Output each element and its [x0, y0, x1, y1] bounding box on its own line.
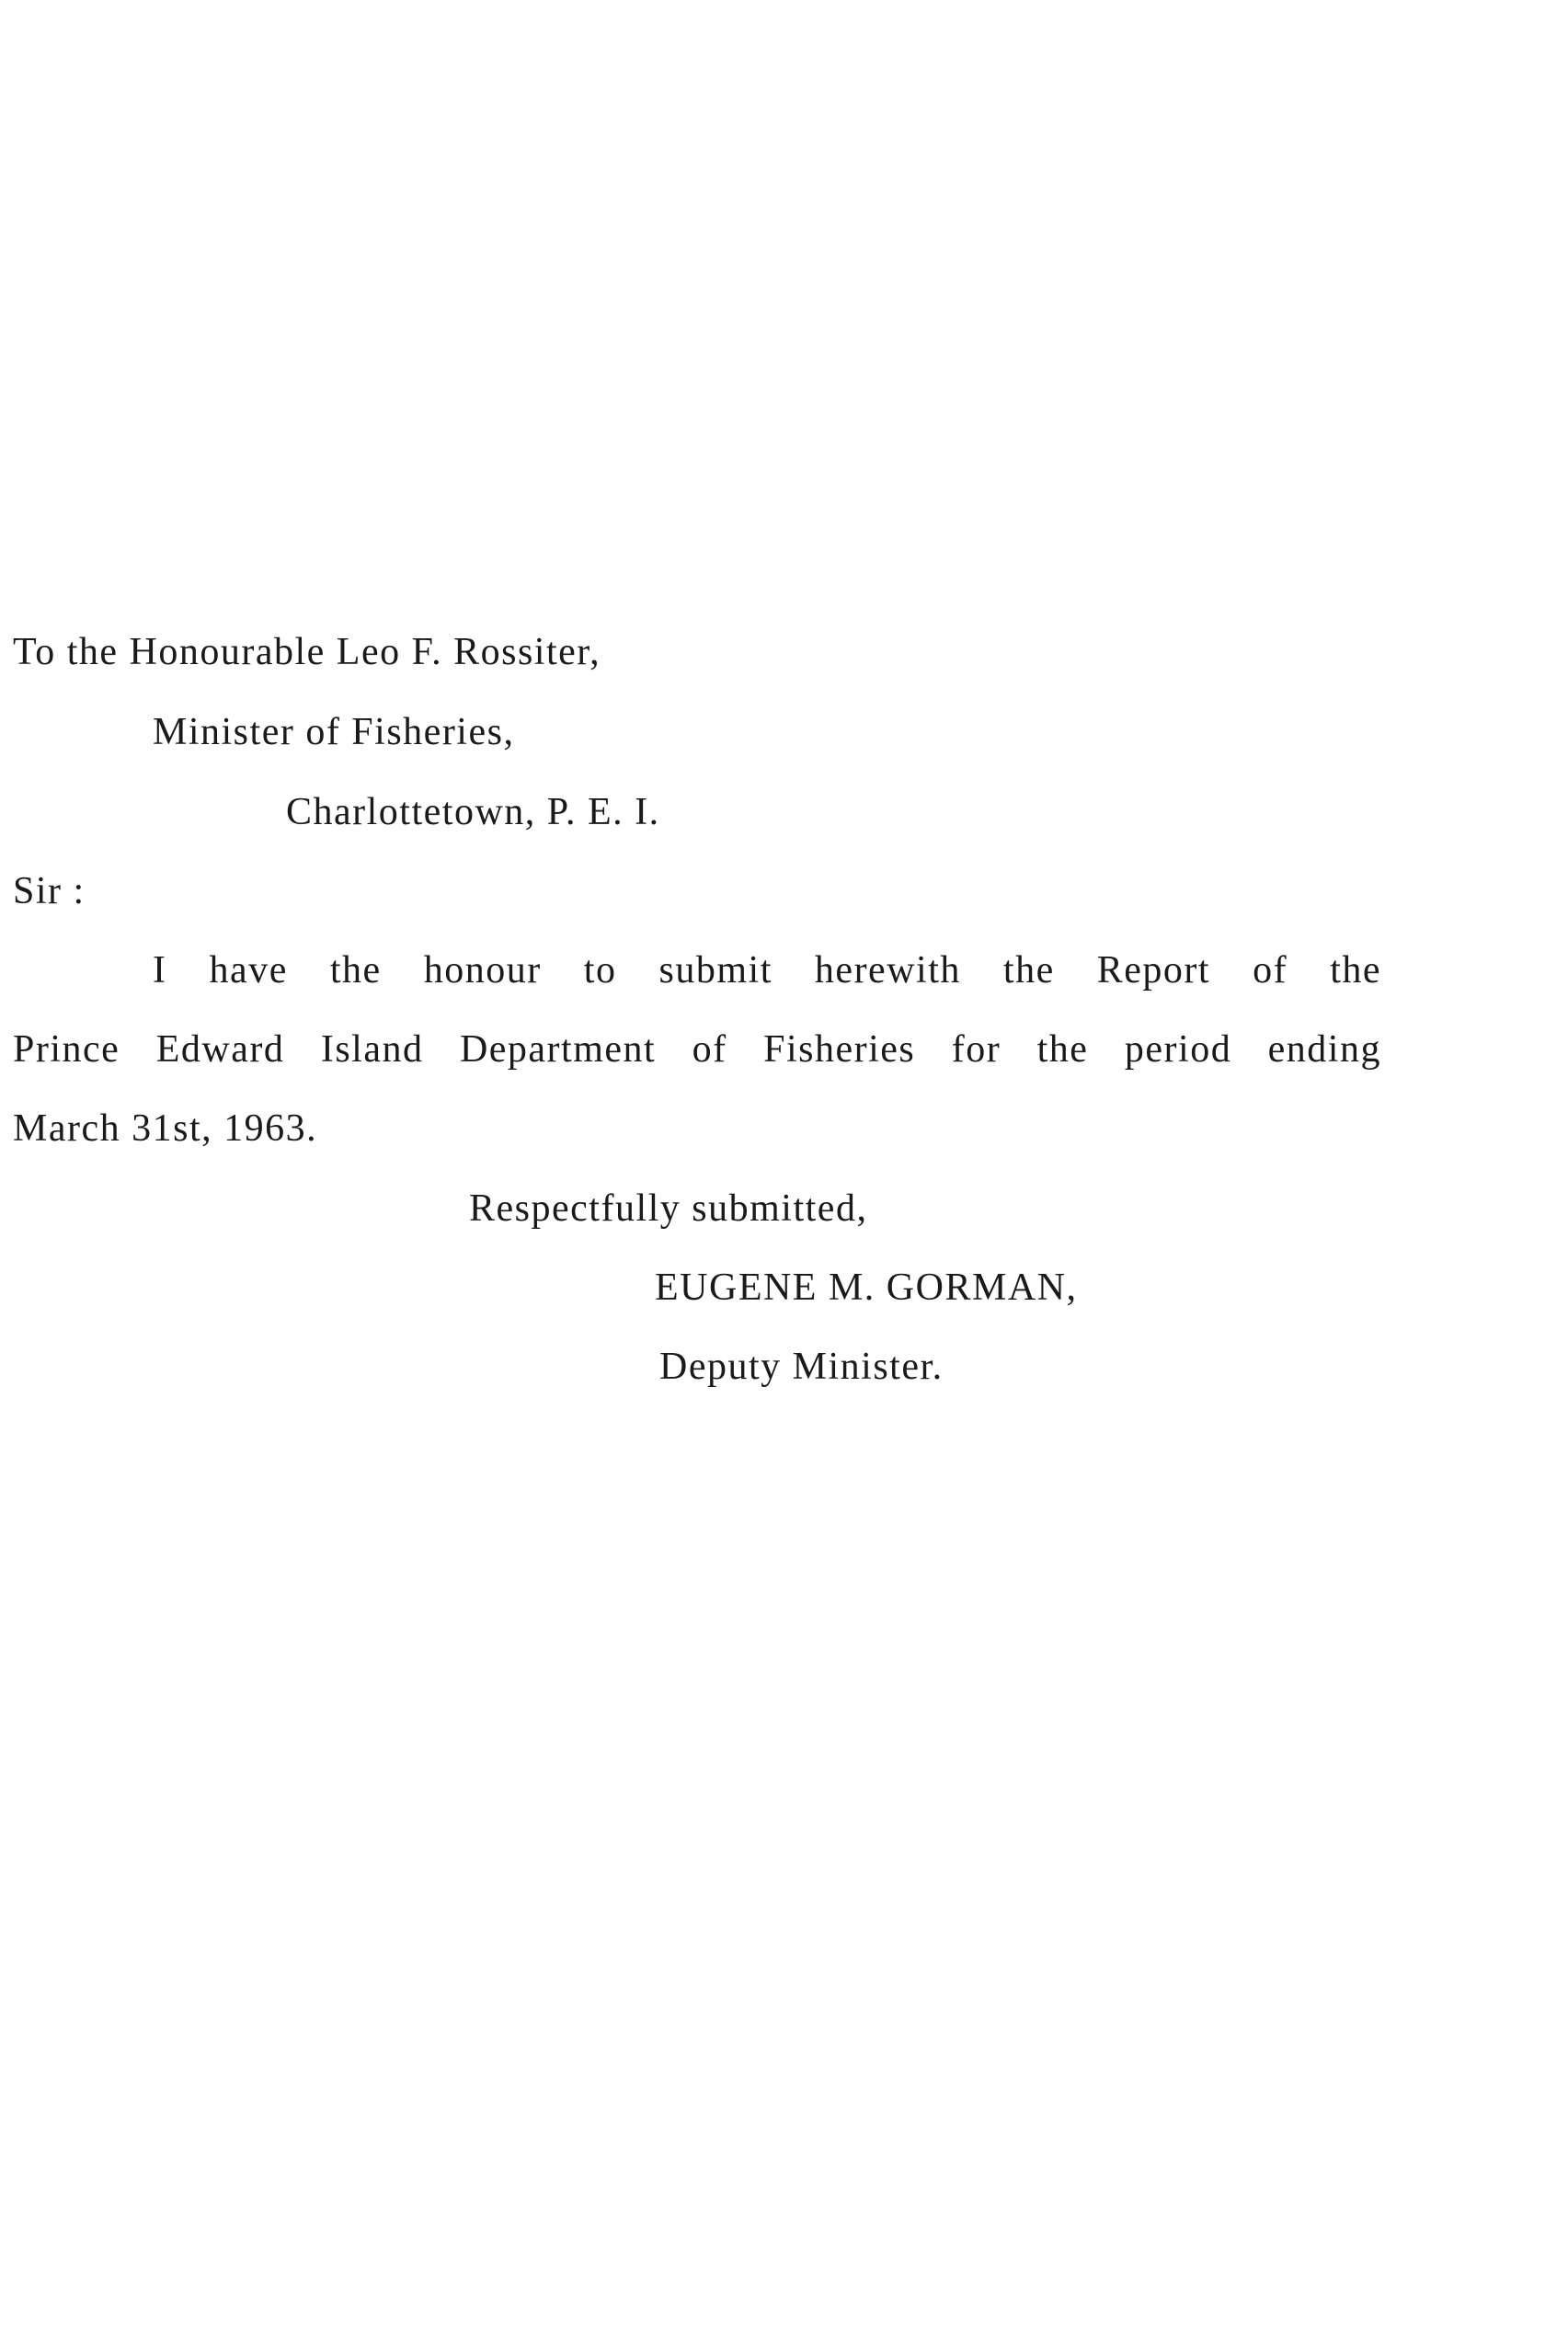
body-word: honour: [423, 949, 542, 992]
body-word: submit: [658, 949, 773, 992]
body-word: Department: [459, 1028, 657, 1071]
body-word: of: [1253, 949, 1288, 992]
body-word: to: [583, 949, 617, 992]
addressee-line: To the Honourable Leo F. Rossiter,: [13, 631, 601, 673]
body-word: I: [153, 949, 167, 992]
body-word: the: [1330, 949, 1381, 992]
body-word: Island: [320, 1028, 424, 1071]
body-line-2: [13, 1026, 1381, 1072]
closing: Respectfully submitted,: [469, 1187, 868, 1230]
body-word: Edward: [155, 1028, 285, 1071]
body-word: the: [1036, 1028, 1089, 1071]
body-word: Report: [1096, 949, 1211, 992]
addressee-title: Minister of Fisheries,: [153, 711, 515, 753]
signatory-title: Deputy Minister.: [659, 1346, 944, 1388]
body-line-1: [153, 947, 1381, 993]
body-word: Prince: [13, 1028, 120, 1071]
greeting: Sir :: [13, 870, 86, 912]
body-word: for: [951, 1028, 1001, 1071]
addressee-location: Charlottetown, P. E. I.: [286, 791, 660, 833]
body-word: have: [209, 949, 288, 992]
body-word: period: [1124, 1028, 1232, 1071]
body-word: the: [329, 949, 382, 992]
body-line-3: March 31st, 1963.: [13, 1107, 318, 1150]
body-word: ending: [1267, 1028, 1381, 1071]
body-word: the: [1002, 949, 1055, 992]
body-word: Fisheries: [763, 1028, 916, 1071]
signatory-name: EUGENE M. GORMAN,: [655, 1267, 1078, 1309]
body-word: herewith: [814, 949, 961, 992]
body-word: of: [692, 1028, 727, 1071]
